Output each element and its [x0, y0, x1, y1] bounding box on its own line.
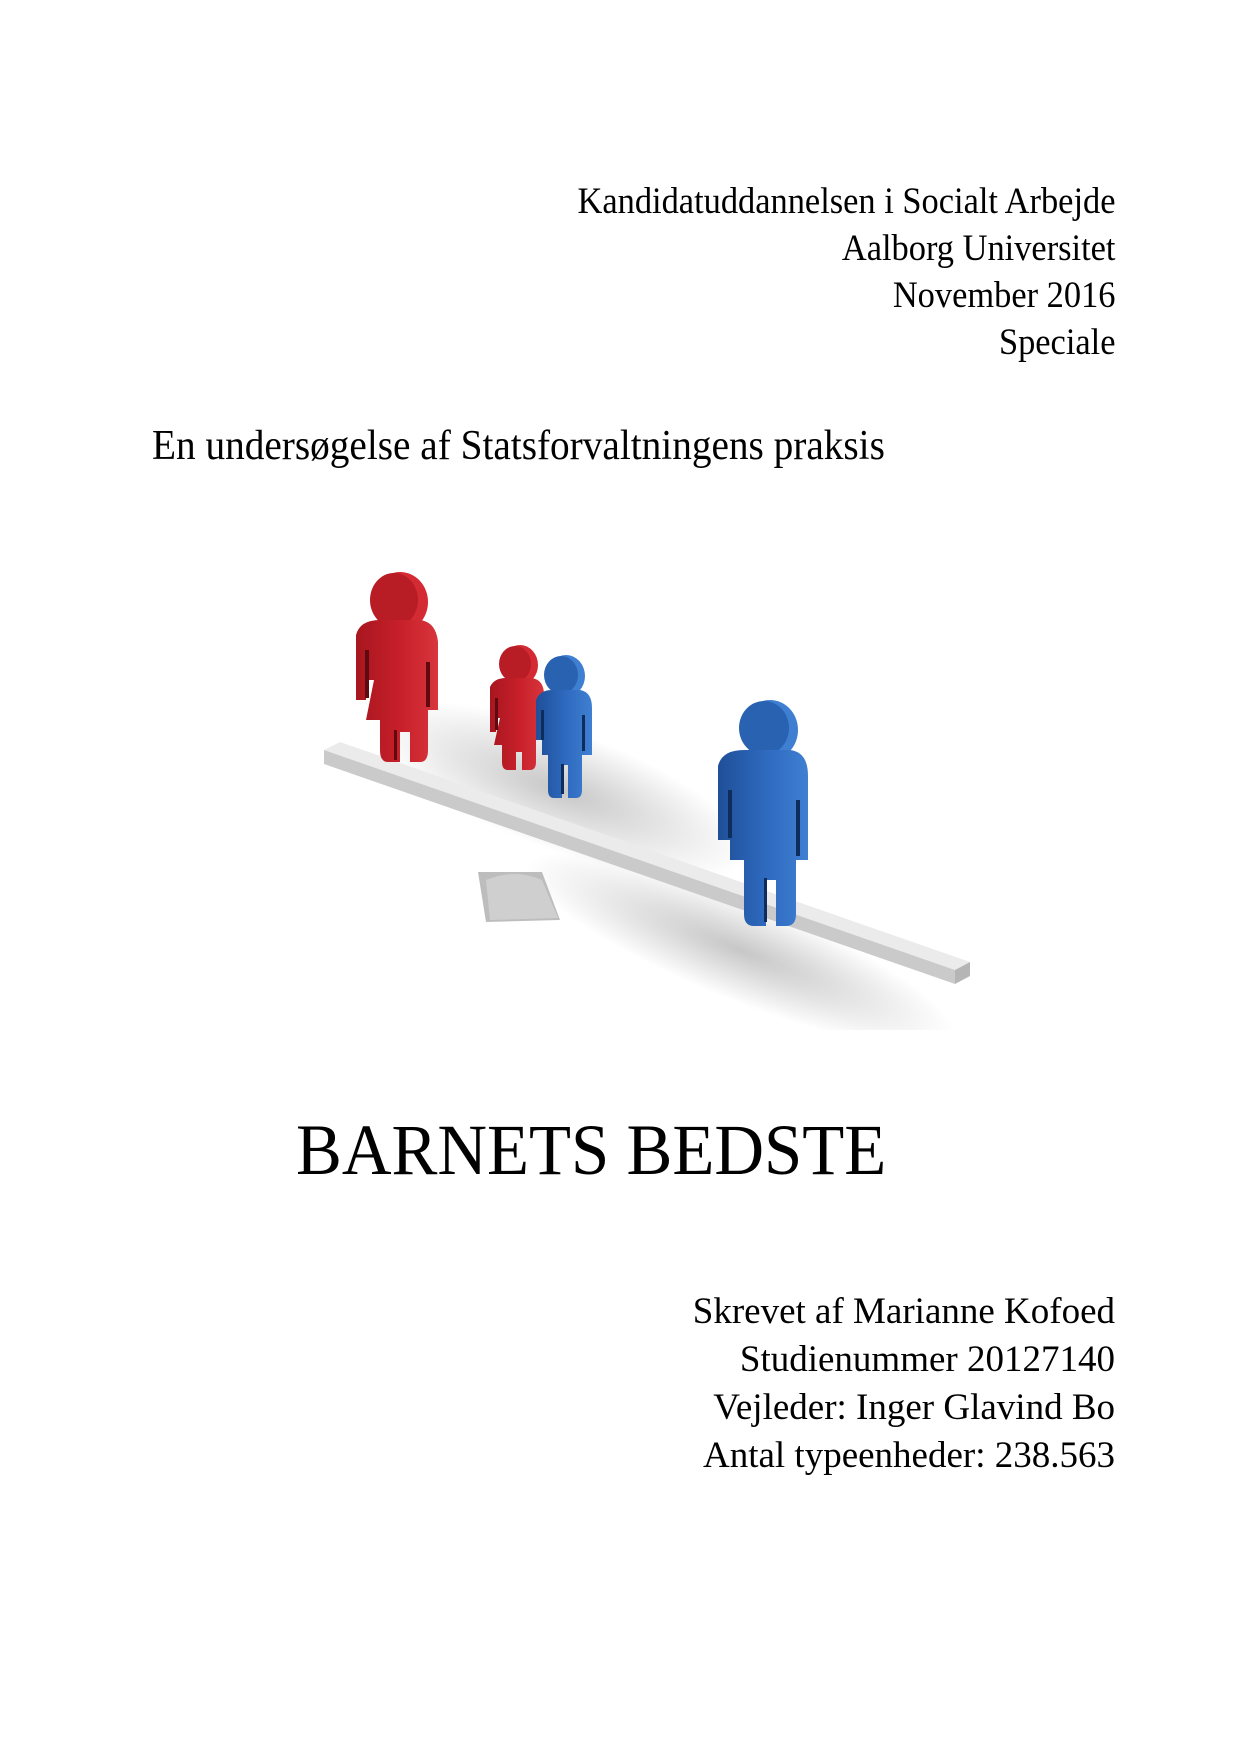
- university-name: Aalborg Universitet: [841, 228, 1115, 269]
- main-title: BARNETS BEDSTE: [296, 1110, 887, 1190]
- date: November 2016: [892, 275, 1115, 316]
- header-block: [577, 178, 1115, 366]
- document-type: Speciale: [998, 322, 1115, 363]
- subtitle: En undersøgelse af Statsforvaltningens praksis: [152, 423, 885, 469]
- author-block: [693, 1288, 1115, 1480]
- program-name: Kandidatuddannelsen i Socialt Arbejde: [576, 181, 1115, 222]
- seesaw-illustration: [310, 550, 970, 1030]
- student-number: Studienummer 20127140: [739, 1339, 1115, 1380]
- figure-woman-red: [356, 572, 438, 762]
- supervisor: Vejleder: Inger Glavind Bo: [713, 1387, 1115, 1428]
- author-name: Skrevet af Marianne Kofoed: [692, 1291, 1115, 1332]
- character-count: Antal typeenheder: 238.563: [702, 1435, 1115, 1476]
